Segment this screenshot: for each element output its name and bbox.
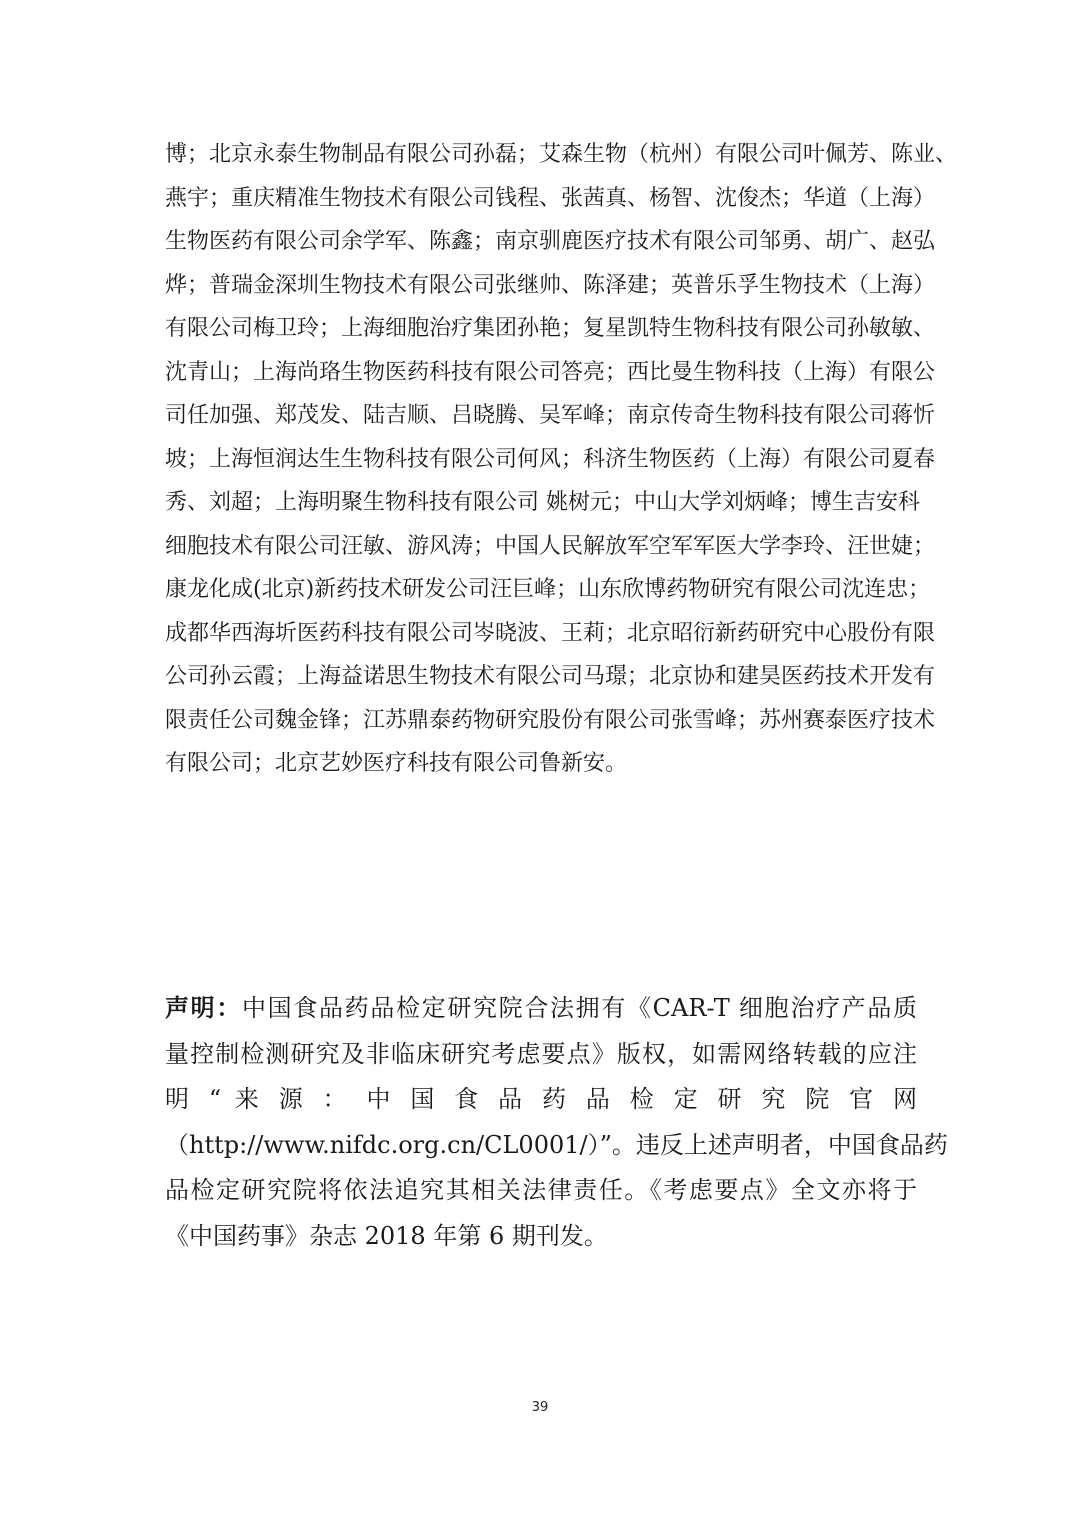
text-line: 生物医药有限公司余学军、陈鑫；南京驯鹿医疗技术有限公司邹勇、胡广、赵弘 <box>165 229 936 254</box>
text-line: （http://www.nifdc.org.cn/CL0001/）”。违反上述声明者，中国食品药 <box>165 1130 948 1159</box>
text-line: 康龙化成(北京)新药技术研发公司汪巨峰；山东欣博药物研究有限公司沈连忠； <box>165 577 931 602</box>
text-line: 成都华西海圻医药科技有限公司岑晓波、王莉；北京昭衍新药研究中心股份有限 <box>165 620 936 646</box>
text-line: 坡；上海恒润达生生物科技有限公司何风；科济生物医药（上海）有限公司夏春 <box>165 446 936 472</box>
text-line: 公司孙云霞；上海益诺思生物技术有限公司马璟；北京协和建昊医药技术开发有 <box>165 664 936 689</box>
text-line: 烨；普瑞金深圳生物技术有限公司张继帅、陈泽建；英普乐孚生物技术（上海） <box>165 272 936 298</box>
statement-text: 中国食品药品检定研究院合法拥有《CAR-T 细胞治疗产品质 <box>242 994 918 1022</box>
text-line: 沈青山；上海尚珞生物医药科技有限公司答亮；西比曼生物科技（上海）有限公 <box>165 359 936 385</box>
text-line <box>165 985 917 1032</box>
contributors-paragraph <box>165 133 958 786</box>
page-number: 39 <box>531 1400 549 1415</box>
text-line: 有限公司梅卫玲；上海细胞治疗集团孙艳；复星凯特生物科技有限公司孙敏敏、 <box>165 316 936 341</box>
text-line: 《中国药事》杂志 2018 年第 6 期刊发。 <box>165 1221 608 1250</box>
text-line: 博；北京永泰生物制品有限公司孙磊；艾森生物（杭州）有限公司叶佩芳、陈业、 <box>165 142 958 167</box>
text-line: 细胞技术有限公司汪敏、游风涛；中国人民解放军空军军医大学李玲、汪世婕； <box>165 533 936 559</box>
text-line: 限责任公司魏金锋；江苏鼎泰药物研究股份有限公司张雪峰；苏州赛泰医疗技术 <box>165 707 936 733</box>
text-line: 明 “ 来 源 ： 中 国 食 品 药 品 检 定 研 究 院 官 网 <box>165 1085 917 1113</box>
statement-label: 声明： <box>165 993 243 1022</box>
text-line: 司任加强、郑茂发、陆吉顺、吕晓腾、吴军峰；南京传奇生物科技有限公司蒋忻 <box>165 403 936 428</box>
copyright-statement <box>165 985 948 1259</box>
text-line: 燕宇；重庆精准生物技术有限公司钱程、张茜真、杨智、沈俊杰；华道（上海） <box>165 185 936 211</box>
text-line: 有限公司；北京艺妙医疗科技有限公司鲁新安。 <box>165 751 628 776</box>
text-line: 量控制检测研究及非临床研究考虑要点》版权，如需网络转载的应注 <box>165 1039 917 1068</box>
text-line: 品检定研究院将依法追究其相关法律责任。《考虑要点》全文亦将于 <box>165 1176 917 1204</box>
text-line: 秀、刘超；上海明聚生物科技有限公司 姚树元；中山大学刘炳峰；博生吉安科 <box>165 490 920 515</box>
